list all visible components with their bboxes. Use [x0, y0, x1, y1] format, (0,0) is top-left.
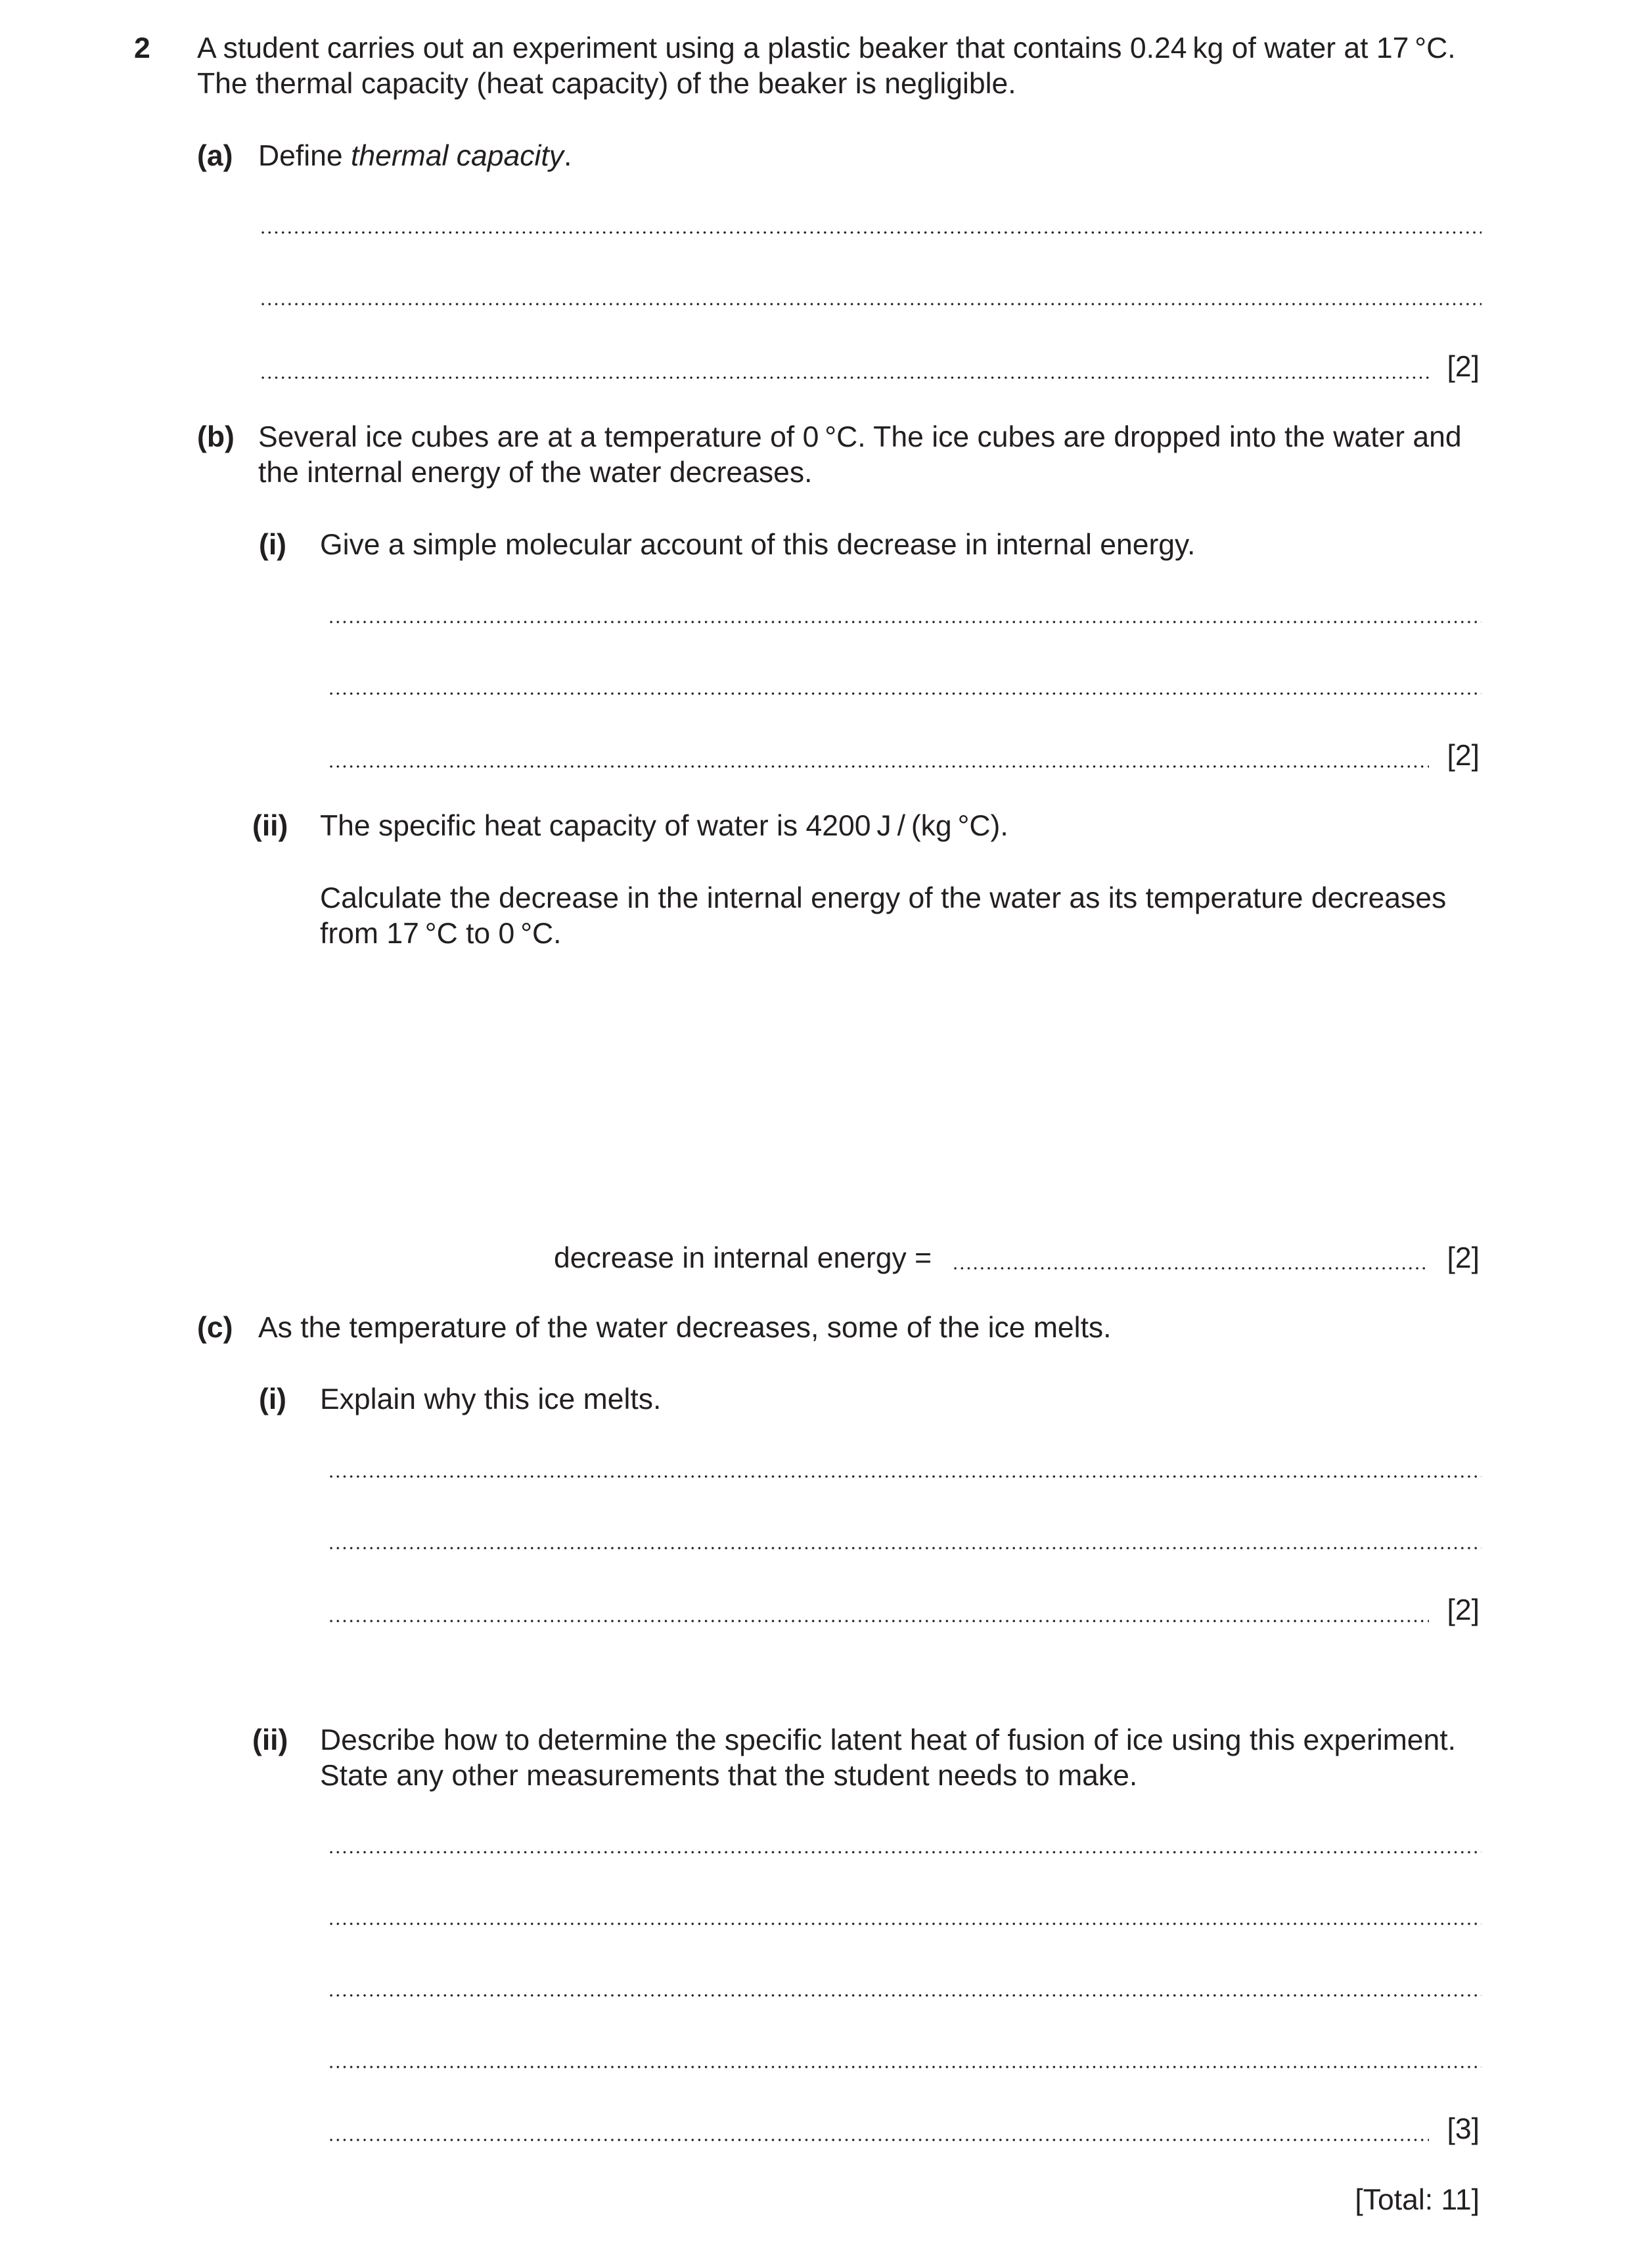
part-c-i-prompt: Explain why this ice melts. [320, 1383, 662, 1415]
question-intro-line-1: A student carries out an experiment using a plastic beaker that contains 0.24 kg of water at 17 °C. [197, 32, 1456, 64]
part-a-label: (a) [197, 140, 233, 172]
part-b-label: (b) [197, 421, 235, 453]
part-b-ii-marks: [2] [1447, 1242, 1480, 1274]
part-c-i-label: (i) [259, 1383, 287, 1415]
answer-line-a-1[interactable] [260, 231, 1482, 234]
answer-line-c-i-1[interactable] [328, 1475, 1482, 1478]
question-total-marks: [Total: 11] [1355, 2184, 1480, 2216]
part-a-prompt [258, 139, 572, 174]
part-c-stem: As the temperature of the water decreases, some of the ice melts. [258, 1312, 1112, 1344]
part-c-ii-label: (ii) [252, 1724, 288, 1756]
part-c-ii-marks: [3] [1447, 2113, 1480, 2145]
part-b-i-marks: [2] [1447, 740, 1480, 772]
part-b-ii-answer-label: decrease in internal energy = [554, 1242, 932, 1274]
part-b-stem-line-1: Several ice cubes are at a temperature of 0 °C. The ice cubes are dropped into the water and [258, 421, 1462, 453]
answer-line-b-i-1[interactable] [328, 621, 1482, 623]
question-number: 2 [134, 32, 150, 64]
part-b-ii-label: (ii) [252, 810, 288, 842]
part-c-i-marks: [2] [1447, 1594, 1480, 1626]
part-c-label: (c) [197, 1312, 233, 1344]
part-a-marks: [2] [1447, 351, 1480, 383]
part-b-i-prompt: Give a simple molecular account of this decrease in internal energy. [320, 529, 1196, 561]
answer-line-c-ii-2[interactable] [328, 1923, 1482, 1925]
answer-line-c-i-2[interactable] [328, 1547, 1482, 1549]
part-b-stem-line-2: the internal energy of the water decreases. [258, 456, 813, 489]
answer-line-c-ii-3[interactable] [328, 1994, 1482, 1997]
answer-line-c-ii-4[interactable] [328, 2066, 1482, 2068]
part-a-prompt-prefix: Define [258, 140, 351, 172]
answer-line-b-ii[interactable] [952, 1267, 1429, 1270]
part-b-ii-prompt-line-2: from 17 °C to 0 °C. [320, 918, 562, 950]
answer-line-c-i-3[interactable] [328, 1620, 1429, 1622]
part-b-i-label: (i) [259, 529, 287, 561]
part-c-ii-prompt-line-1: Describe how to determine the specific latent heat of fusion of ice using this experiment. [320, 1724, 1457, 1756]
part-a-prompt-suffix: . [564, 140, 572, 172]
answer-line-a-3[interactable] [260, 376, 1429, 379]
question-intro-line-2: The thermal capacity (heat capacity) of the beaker is negligible. [197, 68, 1016, 100]
part-b-ii-prompt-line-1: Calculate the decrease in the internal energy of the water as its temperature decreases [320, 882, 1447, 914]
answer-line-c-ii-1[interactable] [328, 1851, 1482, 1854]
answer-line-a-2[interactable] [260, 303, 1482, 305]
answer-line-b-i-2[interactable] [328, 692, 1482, 695]
part-a-prompt-term: thermal capacity [351, 140, 564, 172]
answer-line-c-ii-5[interactable] [328, 2139, 1429, 2141]
answer-line-b-i-3[interactable] [328, 765, 1429, 768]
part-b-ii-data: The specific heat capacity of water is 4200 J / (kg °C). [320, 810, 1008, 842]
part-c-ii-prompt-line-2: State any other measurements that the student needs to make. [320, 1760, 1138, 1792]
